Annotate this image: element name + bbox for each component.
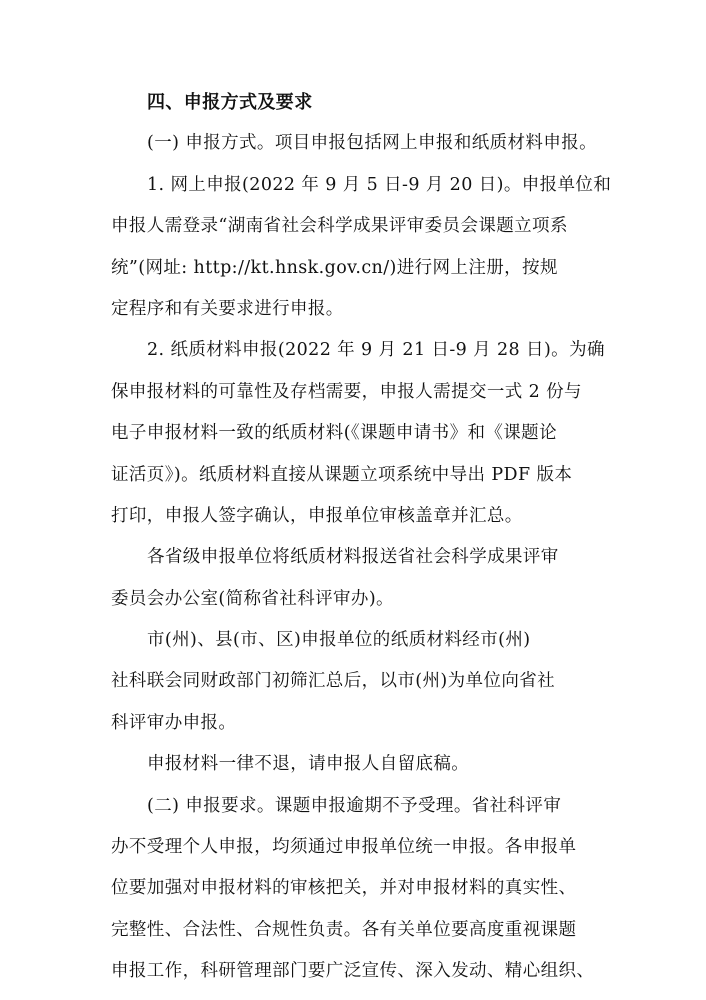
paragraph-line: (二) 申报要求。课题申报逾期不予受理。省社科评审 (147, 795, 562, 816)
paragraph-line: 办不受理个人申报，均须通过申报单位统一申报。各申报单 (111, 837, 577, 858)
paragraph-line: 市(州)、县(市、区)申报单位的纸质材料经市(州) (147, 630, 531, 651)
paragraph-line: 定程序和有关要求进行申报。 (111, 298, 344, 319)
paragraph-line: 2. 纸质材料申报(2022 年 9 月 21 日-9 月 28 日)。为确 (147, 340, 605, 361)
paragraph-line: 各省级申报单位将纸质材料报送省社会科学成果评审 (147, 547, 559, 568)
paragraph-line: 完整性、合法性、合规性负责。各有关单位要高度重视课题 (111, 919, 577, 940)
paragraph-line: 电子申报材料一致的纸质材料(《课题申请书》和《课题论 (111, 423, 557, 444)
paragraph-line: (一) 申报方式。项目申报包括网上申报和纸质材料申报。 (147, 133, 598, 154)
document-body (111, 82, 611, 993)
paragraph-line: 证活页》)。纸质材料直接从课题立项系统中导出 PDF 版本 (111, 464, 573, 485)
paragraph-line: 打印，申报人签字确认，申报单位审核盖章并汇总。 (111, 505, 523, 526)
paragraph-line: 社科联会同财政部门初筛汇总后，以市(州)为单位向省社 (111, 671, 556, 692)
paragraph-line: 位要加强对申报材料的审核把关，并对申报材料的真实性、 (111, 878, 577, 899)
paragraph-line: 委员会办公室(简称省社科评审办)。 (111, 588, 394, 609)
paragraph-line: 1. 网上申报(2022 年 9 月 5 日-9 月 20 日)。申报单位和 (147, 174, 612, 195)
paragraph-line: 申报材料一律不退，请申报人自留底稿。 (147, 754, 470, 775)
paragraph-line: 申报人需登录“湖南省社会科学成果评审委员会课题立项系 (111, 216, 568, 237)
paragraph-line: 统”(网址: http://kt.hnsk.gov.cn/)进行网上注册，按规 (111, 257, 558, 278)
paragraph-line: 保申报材料的可靠性及存档需要，申报人需提交一式 2 份与 (111, 381, 582, 402)
section-heading: 四、申报方式及要求 (147, 92, 313, 113)
paragraph-line: 申报工作，科研管理部门要广泛宣传、深入发动、精心组织、 (111, 961, 595, 982)
paragraph-line: 科评审办申报。 (111, 712, 237, 733)
